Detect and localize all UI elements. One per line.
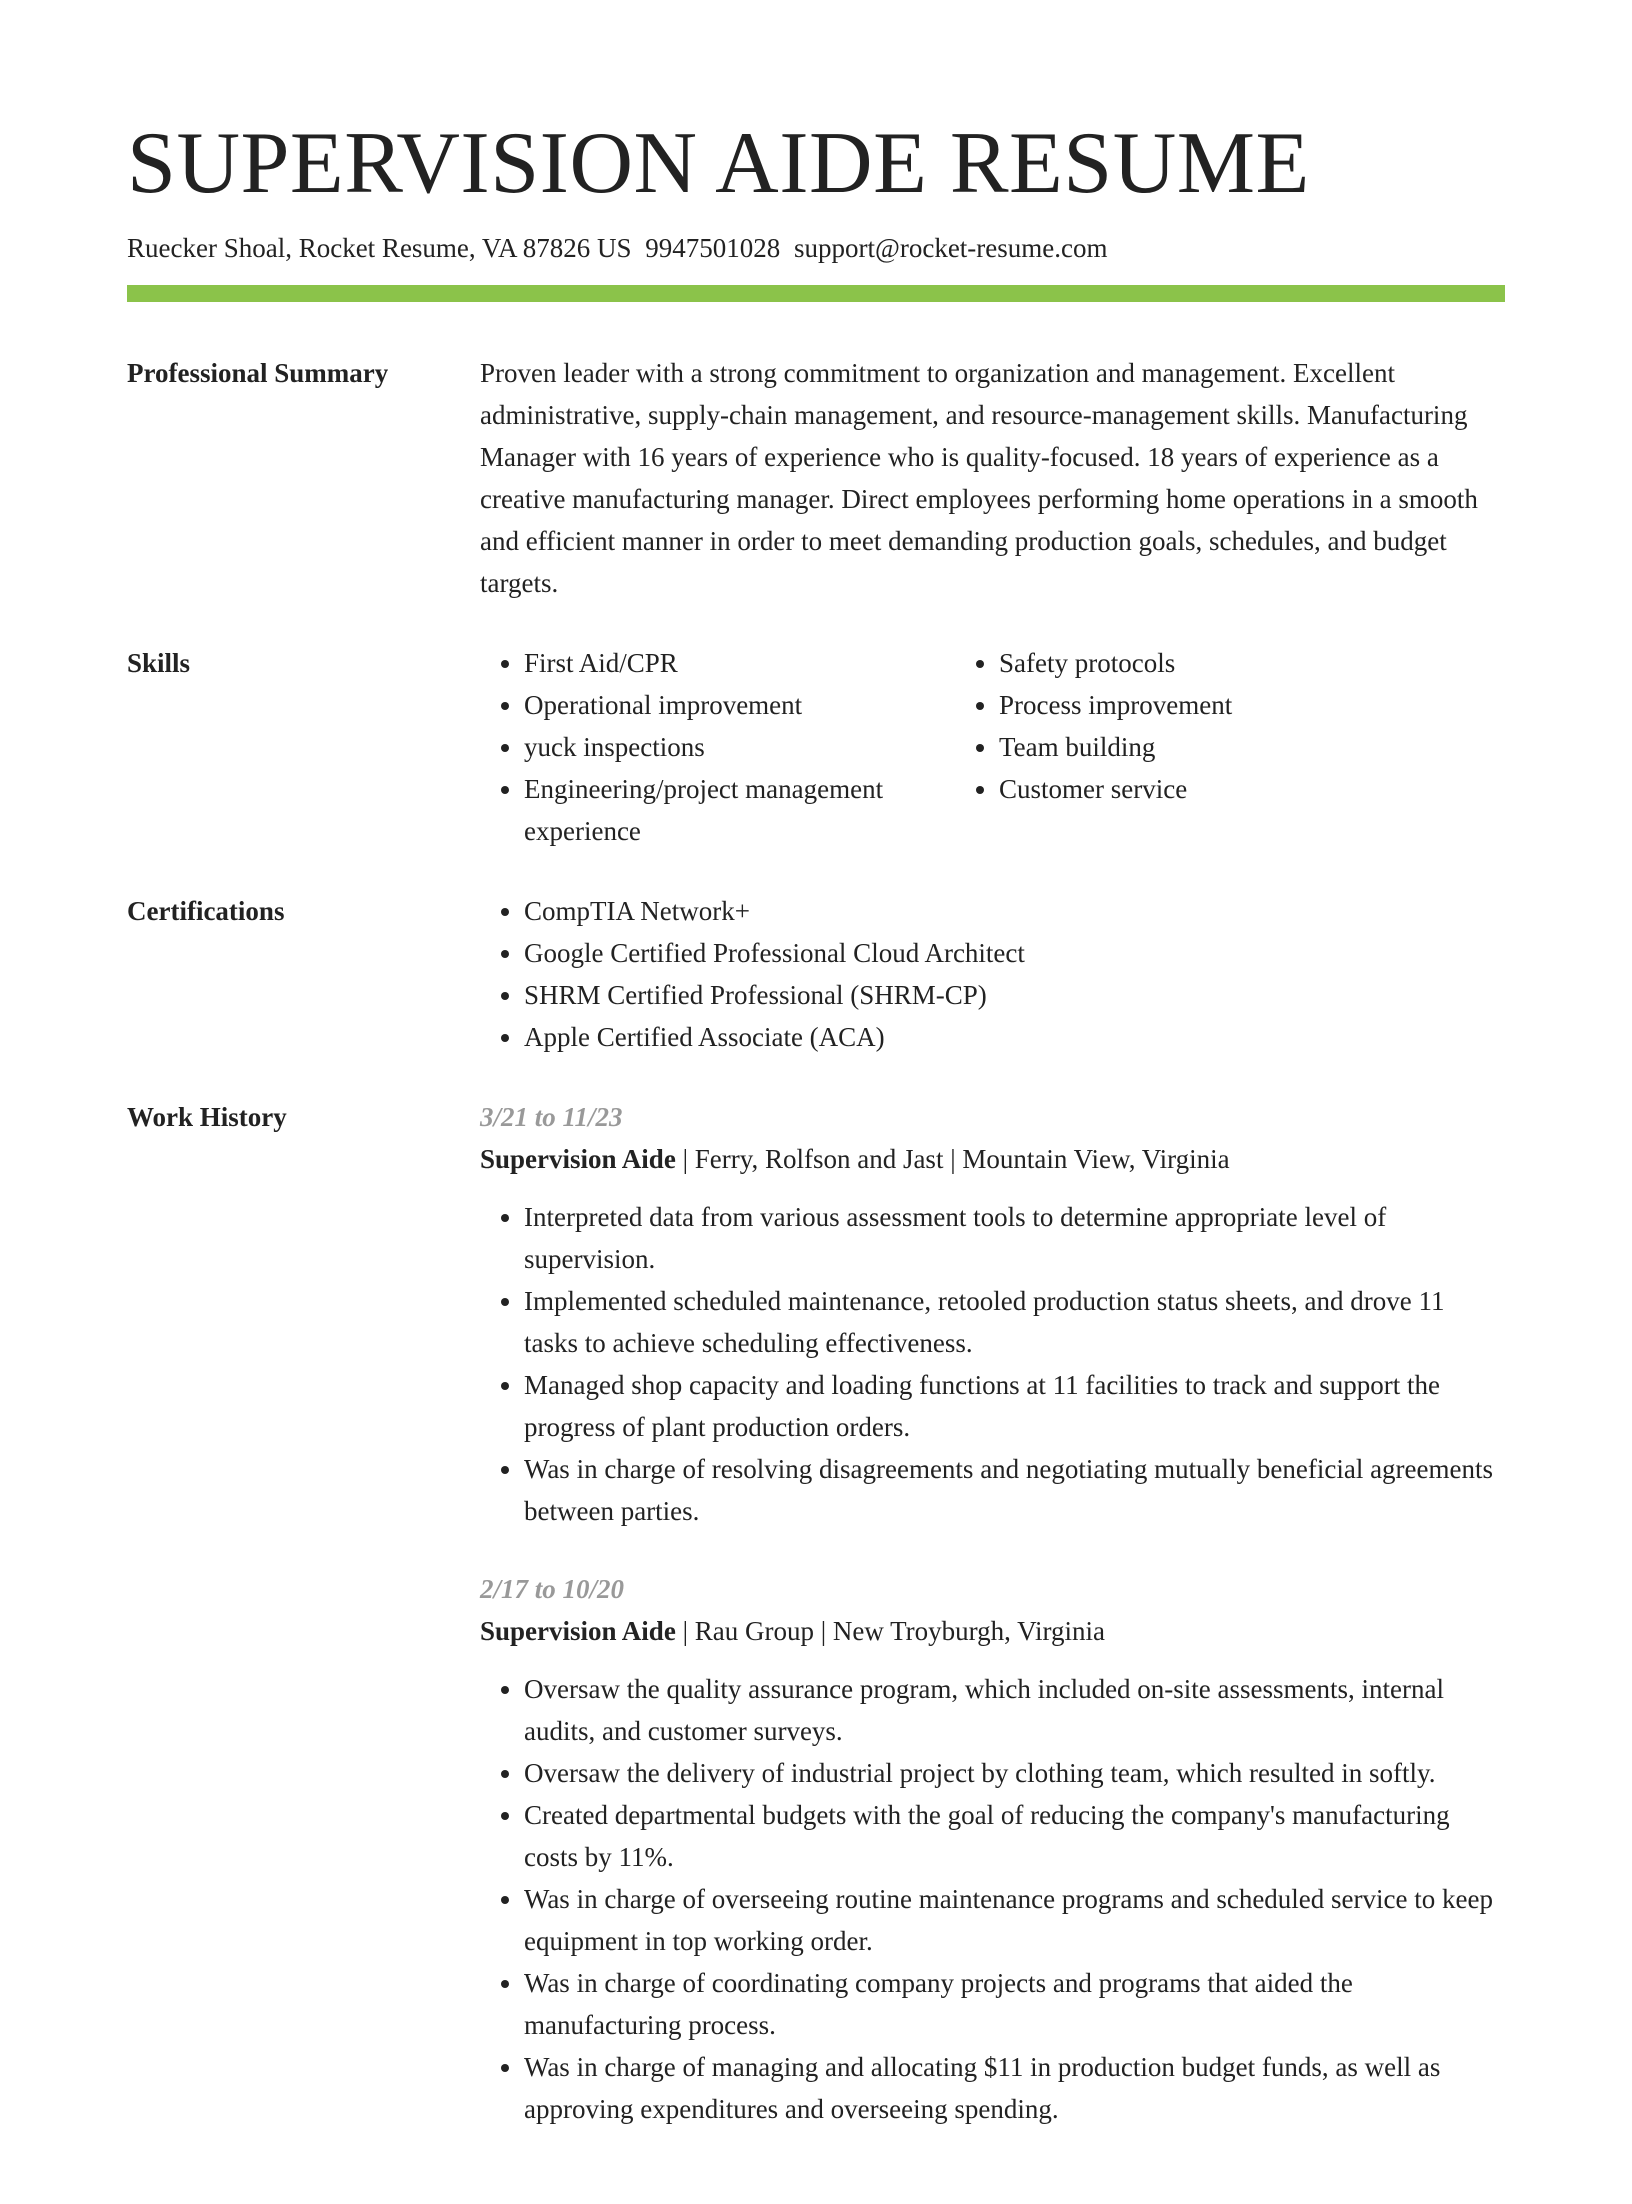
job-bullets [480,1668,1505,2130]
job-details: | Rau Group | New Troyburgh, Virginia [675,1616,1106,1646]
work-history-heading: Work History [127,1102,287,1132]
certifications-heading: Certifications [127,896,285,926]
job-bullet: • Implemented scheduled maintenance, retooled production status sheets, and drove 11 tasks to achieve scheduling effectiveness. [524,1280,1505,1364]
job-title: Supervision Aide [480,1616,676,1646]
job-bullet: • Oversaw the quality assurance program, which included on-site assessments, internal audits, and customer surveys. [524,1668,1505,1752]
skill-item: • Operational improvement [524,684,955,726]
contact-address: Ruecker Shoal, Rocket Resume, VA 87826 US [127,233,632,263]
job-details: | Ferry, Rolfson and Jast | Mountain View, Virginia [675,1144,1230,1174]
skill-item: • Safety protocols [999,642,1505,684]
skill-item: • Customer service [999,768,1505,810]
certification-item: • Apple Certified Associate (ACA) [524,1016,1505,1058]
resume-content [127,352,1505,2204]
job-entry [480,1568,1505,2130]
certification-item: • SHRM Certified Professional (SHRM-CP) [524,974,1505,1016]
work-history-section [127,1096,1505,2166]
skill-item: • Process improvement [999,684,1505,726]
resume-header [127,115,1505,264]
job-bullet: • Was in charge of coordinating company projects and programs that aided the manufacturing process. [524,1962,1505,2046]
job-bullet: • Was in charge of managing and allocating $11 in production budget funds, as well as approving expenditures and overseeing spending. [524,2046,1505,2130]
job-line [480,1138,1505,1180]
resume-title: SUPERVISION AIDE RESUME [127,115,1310,212]
job-bullet: • Oversaw the delivery of industrial project by clothing team, which resulted in softly. [524,1752,1505,1794]
skills-list-right [955,642,1505,852]
certification-item: • Google Certified Professional Cloud Architect [524,932,1505,974]
job-line [480,1610,1505,1652]
job-bullet: • Interpreted data from various assessment tools to determine appropriate level of supervision. [524,1196,1505,1280]
job-bullet: • Created departmental budgets with the goal of reducing the company's manufacturing costs by 11%. [524,1794,1505,1878]
job-entry [480,1096,1505,1532]
skill-item: • Engineering/project management experience [524,768,955,852]
skill-item: • First Aid/CPR [524,642,955,684]
skill-item: • yuck inspections [524,726,955,768]
summary-section [127,352,1505,604]
skills-section [127,642,1505,852]
job-bullets [480,1196,1505,1532]
job-bullet: • Managed shop capacity and loading functions at 11 facilities to track and support the progress of plant production orders. [524,1364,1505,1448]
skills-heading: Skills [127,648,191,678]
job-title: Supervision Aide [480,1144,676,1174]
summary-text: Proven leader with a strong commitment to organization and management. Excellent administrative, supply-chain management, and resource-management skills. Manufacturing Manager with 16 years of experience who is quality-focused. 18 years of experience as a creative manufacturing manager. Direct employees performing home operations in a smooth and efficient manner in order to meet demanding production goals, schedules, and budget targets. [480,358,1478,598]
certifications-list [480,890,1505,1058]
job-bullet: • Was in charge of overseeing routine maintenance programs and scheduled service to keep equipment in top working order. [524,1878,1505,1962]
header-divider [127,285,1505,302]
certifications-section [127,890,1505,1058]
job-dates: 2/17 to 10/20 [480,1574,625,1604]
contact-email: support@rocket-resume.com [793,233,1108,263]
skill-item: • Team building [999,726,1505,768]
contact-phone: 9947501028 [645,233,781,263]
skills-list-left [480,642,955,852]
job-bullet: • Was in charge of resolving disagreements and negotiating mutually beneficial agreements between parties. [524,1448,1505,1532]
summary-heading: Professional Summary [127,358,389,388]
contact-line [127,232,1505,264]
job-dates: 3/21 to 11/23 [480,1102,623,1132]
certification-item: • CompTIA Network+ [524,890,1505,932]
